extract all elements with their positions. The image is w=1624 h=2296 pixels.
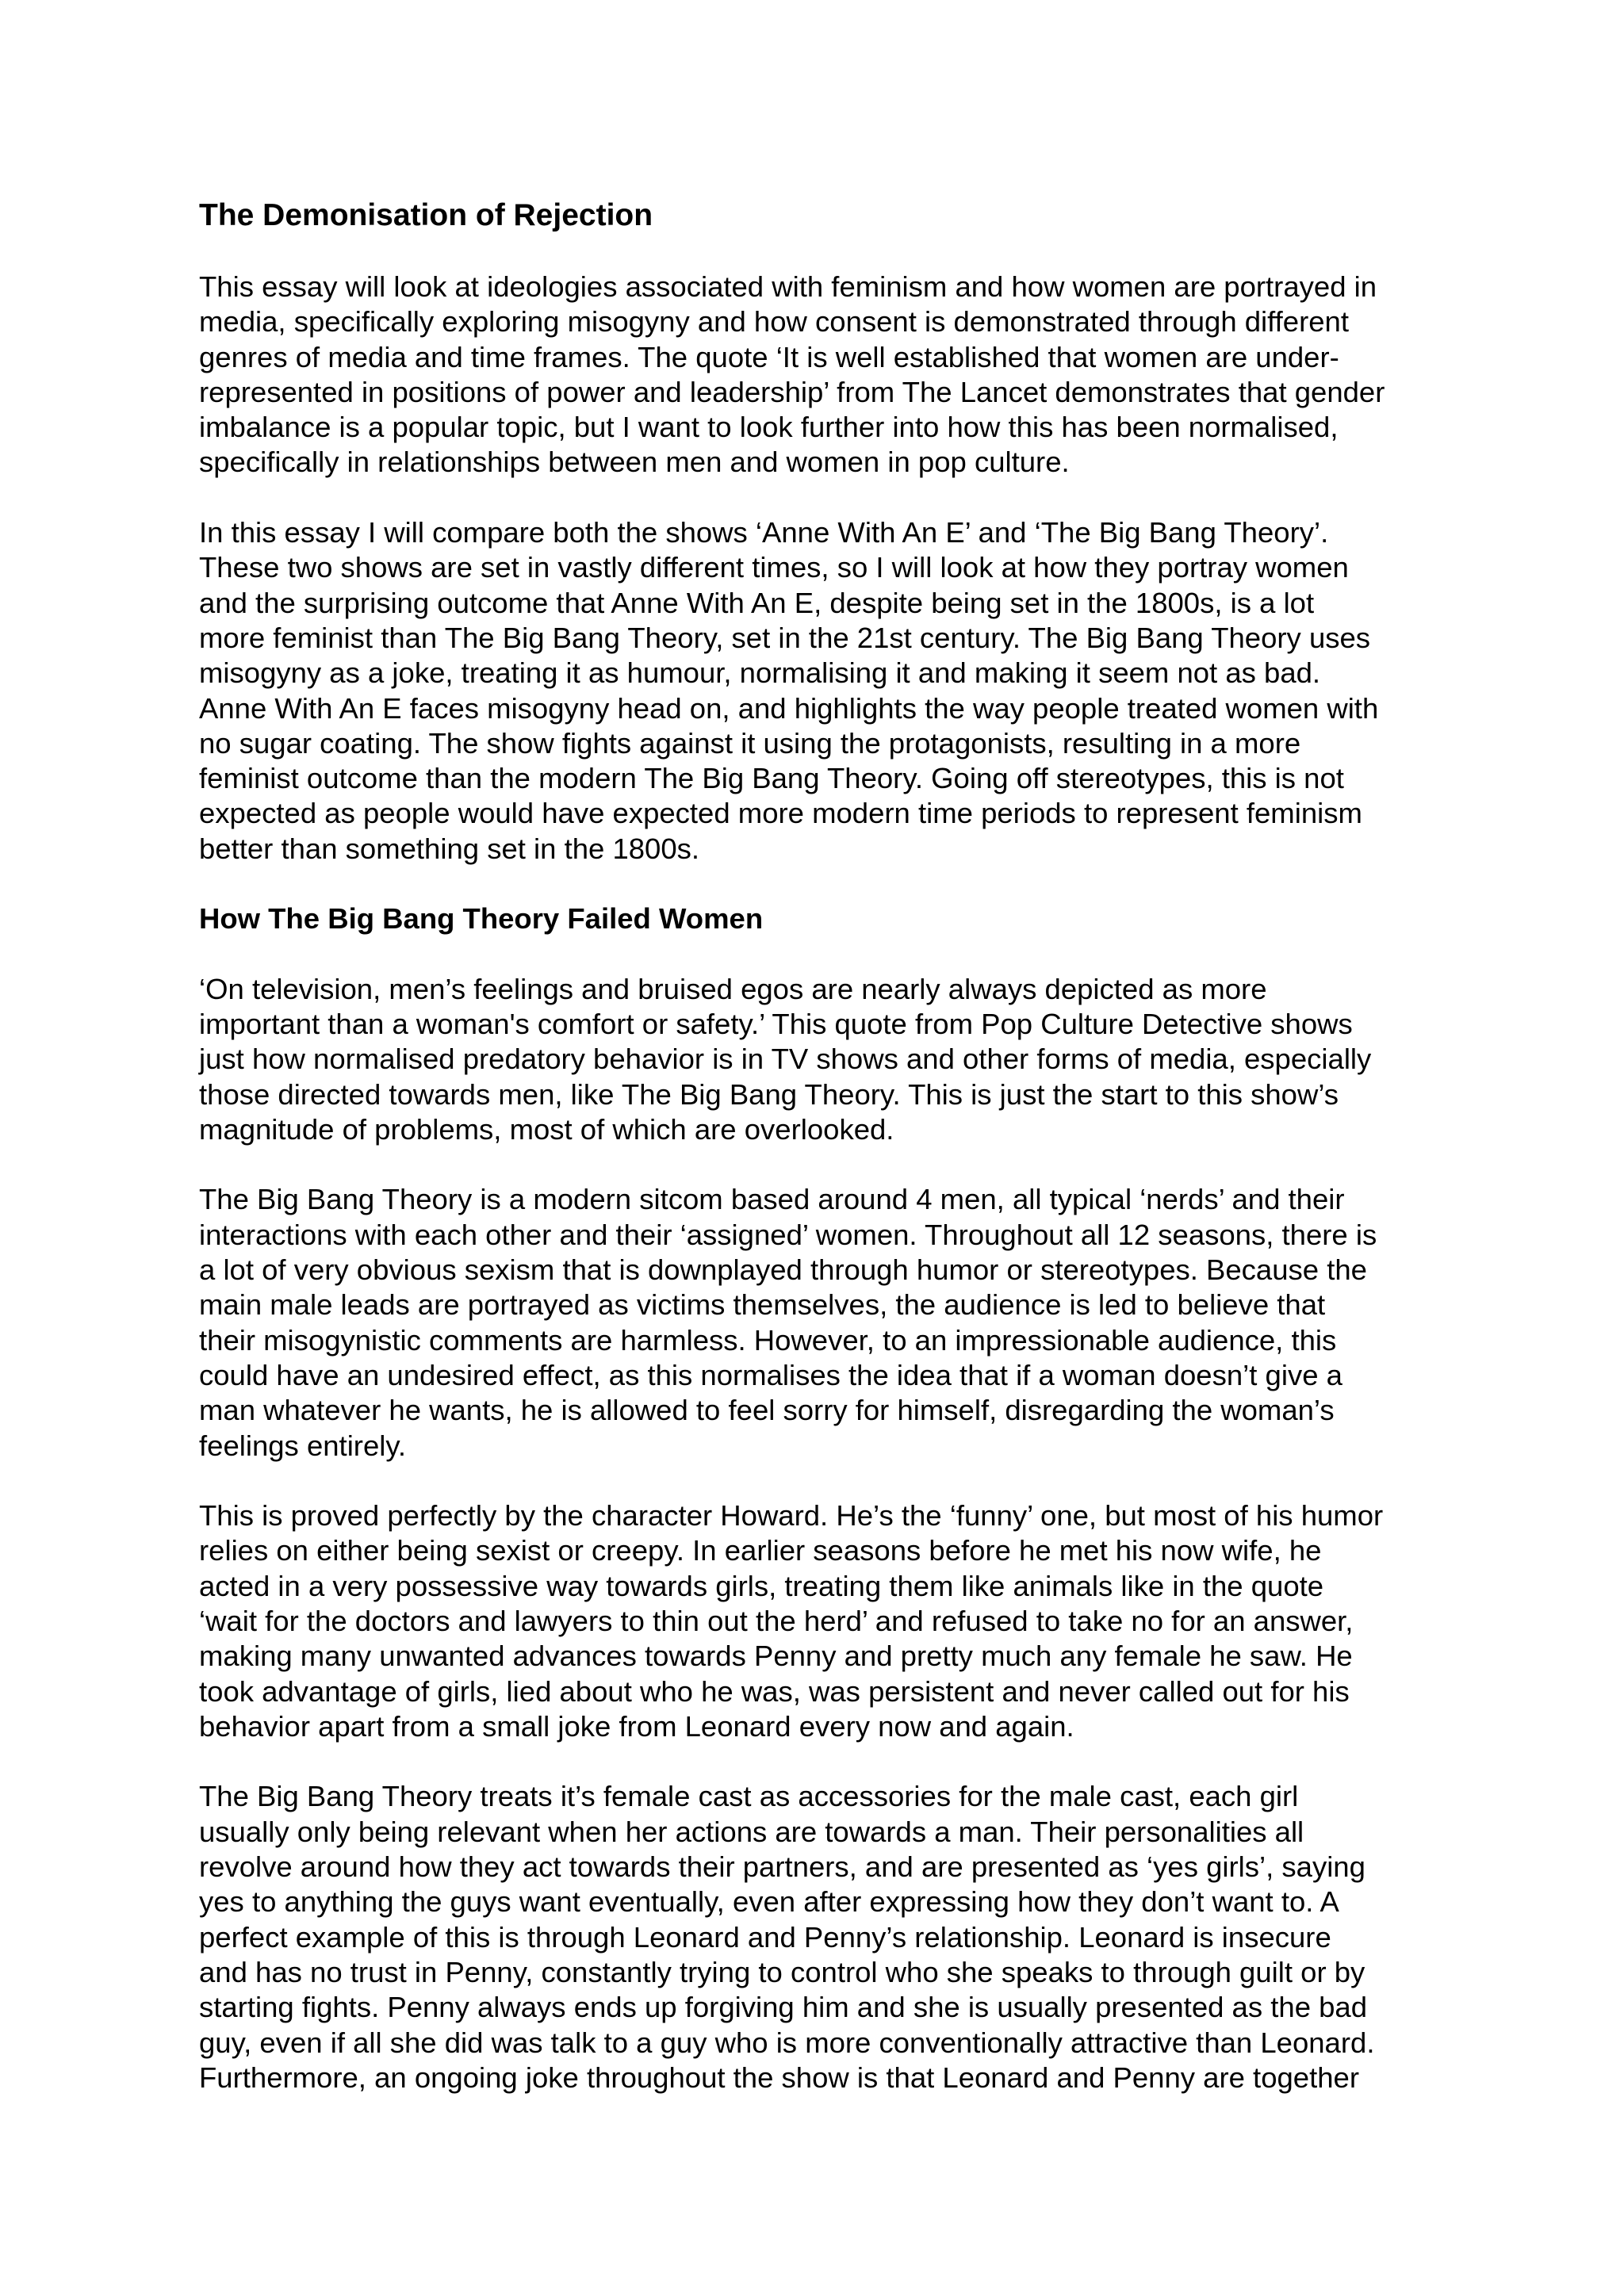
text-line: interactions with each other and their ‘assigned’ women. Throughout all 12 seasons, there is [199, 1218, 1377, 1251]
text-line: could have an undesired effect, as this normalises the idea that if a woman doesn’t give a [199, 1358, 1342, 1391]
text-line: ‘wait for the doctors and lawyers to thin out the herd’ and refused to take no for an answer, [199, 1604, 1354, 1637]
document-body [199, 197, 1452, 2130]
text-line: revolve around how they act towards their partners, and are presented as ‘yes girls’, saying [199, 1850, 1365, 1884]
text-line: just how normalised predatory behavior is in TV shows and other forms of media, especially [199, 1043, 1372, 1076]
section-heading: How The Big Bang Theory Failed Women [199, 902, 764, 936]
text-line: no sugar coating. The show fights against it using the protagonists, resulting in a more [199, 726, 1301, 760]
text-line: making many unwanted advances towards Penny and pretty much any female he saw. He [199, 1640, 1353, 1673]
text-line: magnitude of problems, most of which are overlooked. [199, 1112, 894, 1146]
text-line: starting fights. Penny always ends up forgiving him and she is usually presented as the bad [199, 1991, 1368, 2024]
text-line: took advantage of girls, lied about who he was, was persistent and never called out for his [199, 1674, 1350, 1708]
text-line: media, specifically exploring misogyny and how consent is demonstrated through different [199, 305, 1349, 339]
text-line: relies on either being sexist or creepy. In earlier seasons before he met his now wife, he [199, 1534, 1322, 1567]
text-line: In this essay I will compare both the shows ‘Anne With An E’ and ‘The Big Bang Theory’. [199, 516, 1329, 549]
text-line: a lot of very obvious sexism that is downplayed through humor or stereotypes. Because the [199, 1253, 1367, 1287]
paragraph-quote [199, 972, 1452, 1147]
text-line: behavior apart from a small joke from Leonard every now and again. [199, 1709, 1074, 1743]
paragraph-intro [199, 270, 1452, 480]
paragraph-female-cast [199, 1779, 1452, 2095]
text-line: This essay will look at ideologies associated with feminism and how women are portrayed in [199, 270, 1377, 303]
text-line: better than something set in the 1800s. [199, 832, 700, 865]
text-line: and the surprising outcome that Anne With An E, despite being set in the 1800s, is a lot [199, 586, 1315, 619]
text-line: This is proved perfectly by the character Howard. He’s the ‘funny’ one, but most of his humor [199, 1499, 1384, 1533]
document-title: The Demonisation of Rejection [199, 198, 653, 232]
text-line: represented in positions of power and leadership’ from The Lancet demonstrates that gender [199, 375, 1385, 408]
paragraph-sitcom [199, 1182, 1452, 1463]
text-line: specifically in relationships between men and women in pop culture. [199, 446, 1070, 479]
text-line: The Big Bang Theory is a modern sitcom based around 4 men, all typical ‘nerds’ and their [199, 1183, 1345, 1216]
text-line: their misogynistic comments are harmless. However, to an impressionable audience, this [199, 1323, 1337, 1357]
text-line: more feminist than The Big Bang Theory, set in the 21st century. The Big Bang Theory uses [199, 621, 1371, 654]
paragraph-comparison [199, 515, 1452, 867]
text-line: expected as people would have expected more modern time periods to represent feminism [199, 797, 1362, 830]
text-line: Anne With An E faces misogyny head on, and highlights the way people treated women with [199, 691, 1379, 725]
text-line: man whatever he wants, he is allowed to feel sorry for himself, disregarding the woman’s [199, 1394, 1335, 1427]
text-line: yes to anything the guys want eventually, even after expressing how they don’t want to. A [199, 1885, 1339, 1919]
text-line: those directed towards men, like The Big Bang Theory. This is just the start to this show’s [199, 1077, 1339, 1111]
text-line: important than a woman's comfort or safety.’ This quote from Pop Culture Detective shows [199, 1007, 1353, 1040]
text-line: These two shows are set in vastly different times, so I will look at how they portray women [199, 551, 1349, 584]
text-line: Furthermore, an ongoing joke throughout the show is that Leonard and Penny are together [199, 2061, 1359, 2094]
text-line: genres of media and time frames. The quote ‘It is well established that women are under- [199, 340, 1339, 373]
paragraph-howard [199, 1498, 1452, 1744]
text-line: ‘On television, men’s feelings and bruised egos are nearly always depicted as more [199, 972, 1267, 1005]
text-line: feminist outcome than the modern The Big Bang Theory. Going off stereotypes, this is not [199, 762, 1344, 795]
text-line: The Big Bang Theory treats it’s female cast as accessories for the male cast, each girl [199, 1780, 1299, 1813]
text-line: acted in a very possessive way towards girls, treating them like animals like in the quote [199, 1569, 1324, 1602]
text-line: usually only being relevant when her actions are towards a man. Their personalities all [199, 1815, 1304, 1848]
text-line: guy, even if all she did was talk to a guy who is more conventionally attractive than Leonard. [199, 2026, 1375, 2059]
text-line: perfect example of this is through Leonard and Penny’s relationship. Leonard is insecure [199, 1920, 1331, 1954]
text-line: main male leads are portrayed as victims themselves, the audience is led to believe that [199, 1288, 1326, 1322]
text-line: feelings entirely. [199, 1429, 407, 1462]
text-line: misogyny as a joke, treating it as humour, normalising it and making it seem not as bad. [199, 656, 1321, 690]
text-line: imbalance is a popular topic, but I want to look further into how this has been normalised, [199, 411, 1339, 444]
text-line: and has no trust in Penny, constantly trying to control who she speaks to through guilt or by [199, 1955, 1365, 1988]
